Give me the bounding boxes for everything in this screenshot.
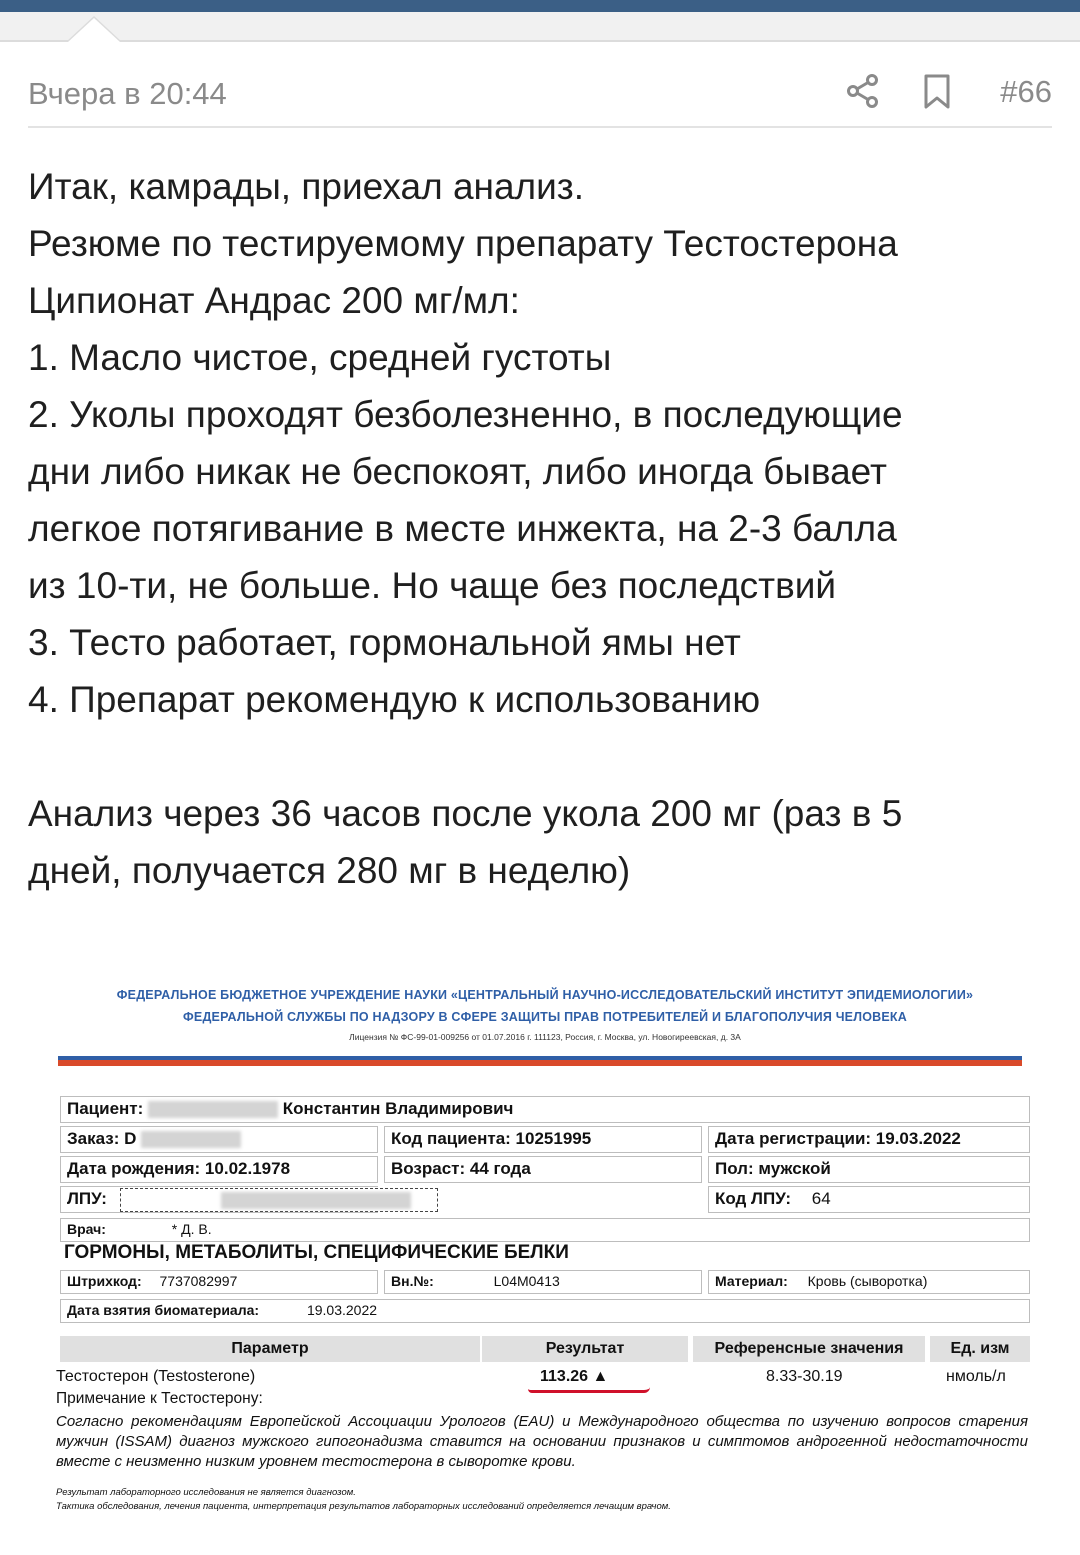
doctor-value: * Д. В.: [171, 1221, 212, 1237]
patient-code: Код пациента: 10251995: [384, 1126, 702, 1153]
section-title: ГОРМОНЫ, МЕТАБОЛИТЫ, СПЕЦИФИЧЕСКИЕ БЕЛКИ: [64, 1242, 569, 1263]
redacted-order: [141, 1131, 241, 1148]
order-cell: [60, 1126, 378, 1153]
doctor-cell: [60, 1218, 1030, 1242]
lpu-label: ЛПУ:: [67, 1189, 107, 1208]
note-text: Согласно рекомендациям Европейской Ассоциации Урологов (EAU) и Международного общества по изучению вопросов старения мужчин (ISSAM) диагноз мужского гипогонадизма ставится на основании признаков и симптомов андрогенной недостаточности вместе с неизменно низким уровнем тестостерона в сыворотке крови.: [56, 1413, 1028, 1470]
param-ref: 8.33-30.19: [766, 1368, 843, 1385]
share-icon[interactable]: [846, 74, 880, 108]
lpu-code-cell: [708, 1186, 1030, 1213]
doctor-label: Врач:: [67, 1221, 106, 1237]
material-cell: [708, 1270, 1030, 1294]
lpu-redacted-box: [120, 1188, 438, 1212]
param-name: Тестостерон (Testosterone): [56, 1368, 256, 1385]
param-result: 113.26 ▲: [540, 1368, 609, 1385]
disclaimer: [56, 1486, 671, 1514]
post-header: [28, 62, 1052, 128]
disclaimer-line-2: Тактика обследования, лечения пациента, интерпретация результатов лабораторных исследований определяется лечащим врачом.: [56, 1501, 671, 1512]
patient-label: Пациент:: [67, 1099, 144, 1118]
disclaimer-line-1: Результат лабораторного исследования не является диагнозом.: [56, 1487, 356, 1498]
barcode-label: Штрихкод:: [67, 1273, 142, 1289]
quote-caret: [68, 18, 120, 42]
inner-number-cell: [384, 1270, 702, 1294]
inner-number-value: L04M0413: [493, 1273, 560, 1289]
registration-date: Дата регистрации: 19.03.2022: [708, 1126, 1030, 1153]
report-stripe-red: [58, 1060, 1022, 1066]
birth-date: Дата рождения: 10.02.1978: [60, 1156, 378, 1183]
post-line: 4. Препарат рекомендую к использованию: [28, 679, 761, 720]
col-unit-header: Ед. изм: [930, 1336, 1030, 1362]
bookmark-icon[interactable]: [922, 74, 952, 110]
sample-date-value: 19.03.2022: [306, 1302, 378, 1318]
post-line: 3. Тесто работает, гормональной ямы нет: [28, 622, 741, 663]
note-label: Примечание к Тестостерону:: [56, 1390, 263, 1407]
lpu-code-label: Код ЛПУ:: [715, 1189, 792, 1208]
report-header-1: ФЕДЕРАЛЬНОЕ БЮДЖЕТНОЕ УЧРЕЖДЕНИЕ НАУКИ «ЦЕНТРАЛЬНЫЙ НАУЧНО-ИССЛЕДОВАТЕЛЬСКИЙ ИНСТИТУТ ЭПИДЕМИОЛОГИИ»: [116, 988, 974, 1002]
col-param-header: Параметр: [60, 1336, 480, 1362]
top-bar: [0, 0, 1080, 12]
post-line: дни либо никак не беспокоят, либо иногда бывает: [28, 451, 887, 492]
age: Возраст: 44 года: [384, 1156, 702, 1183]
col-result-header: Результат: [482, 1336, 688, 1362]
post-line: Итак, камрады, приехал анализ.: [28, 166, 585, 207]
patient-cell: [60, 1096, 1030, 1123]
post-line: Резюме по тестируемому препарату Тестостерона: [28, 223, 898, 264]
col-ref-header: Референсные значения: [693, 1336, 925, 1362]
inner-number-label: Вн.№:: [391, 1273, 434, 1289]
lab-report-image[interactable]: [50, 978, 1040, 1538]
post-line: 2. Уколы проходят безболезненно, в последующие: [28, 394, 903, 435]
red-underline-mark: [528, 1387, 650, 1393]
post-line: Ципионат Андрас 200 мг/мл:: [28, 280, 520, 321]
post-line: 1. Масло чистое, средней густоты: [28, 337, 612, 378]
post-line: Анализ через 36 часов после укола 200 мг (раз в 5: [28, 793, 903, 834]
previous-post-strip: [0, 12, 1080, 42]
redacted-surname: [148, 1101, 278, 1118]
post-line: легкое потягивание в месте инжекта, на 2-3 балла: [28, 508, 897, 549]
barcode-value: 7737082997: [159, 1273, 238, 1289]
report-license: Лицензия № ФС-99-01-009256 от 01.07.2016 г. 111123, Россия, г. Москва, ул. Новогиреевская, д. 3А: [349, 1032, 741, 1042]
order-label: Заказ: D: [67, 1129, 137, 1148]
lpu-code: 64: [811, 1189, 831, 1208]
post-number[interactable]: #66: [1000, 74, 1052, 109]
sample-date-label: Дата взятия биоматериала:: [67, 1302, 260, 1318]
material-label: Материал:: [715, 1273, 788, 1289]
post-line: дней, получается 280 мг в неделю): [28, 850, 631, 891]
param-unit: нмоль/л: [946, 1368, 1006, 1385]
redacted-lpu: [221, 1192, 411, 1209]
barcode-cell: [60, 1270, 378, 1294]
sample-date-cell: [60, 1299, 1030, 1323]
patient-name: Константин Владимирович: [282, 1099, 514, 1118]
material-value: Кровь (сыворотка): [807, 1273, 928, 1289]
post-body: [28, 158, 1058, 899]
report-header-2: ФЕДЕРАЛЬНОЙ СЛУЖБЫ ПО НАДЗОРУ В СФЕРЕ ЗАЩИТЫ ПРАВ ПОТРЕБИТЕЛЕЙ И БЛАГОПОЛУЧИЯ ЧЕЛОВЕКА: [183, 1010, 907, 1024]
sex: Пол: мужской: [708, 1156, 1030, 1183]
post-time[interactable]: Вчера в 20:44: [28, 76, 227, 111]
post-line: из 10-ти, не больше. Но чаще без последствий: [28, 565, 837, 606]
